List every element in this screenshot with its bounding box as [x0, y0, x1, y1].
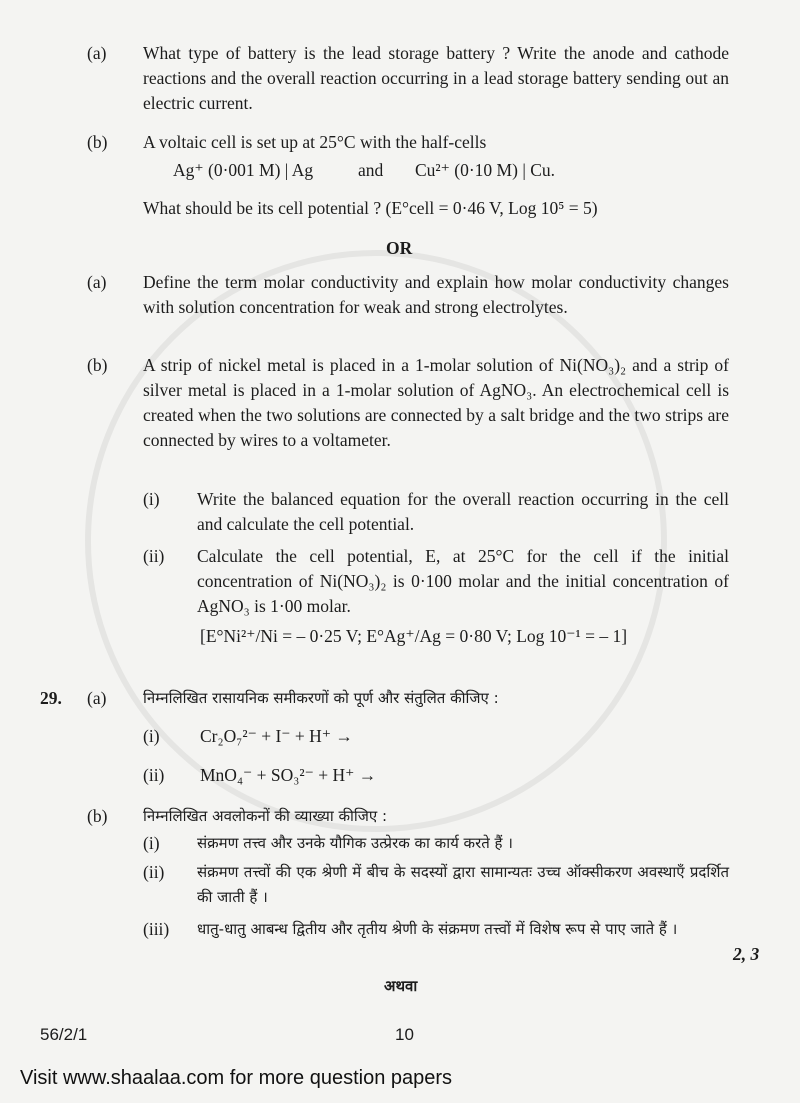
page-number: 10: [395, 1025, 414, 1044]
q28-b-label: (b): [87, 132, 108, 152]
q29-b-i-text: संक्रमण तत्त्व और उनके यौगिक उत्प्रेरक का कार्य करते हैं ।: [197, 834, 513, 852]
q28-or-a-label: (a): [87, 272, 107, 292]
q28-b-text: A voltaic cell is set up at 25°C with the half-cells: [143, 132, 487, 152]
paper-code: 56/2/1: [40, 1025, 88, 1044]
halfcell-2: Cu²⁺ (0·10 M) | Cu.: [415, 160, 555, 180]
q29-equation-2: MnO₄⁻ + SO₃²⁻ + H⁺ →: [200, 765, 377, 785]
watermark-seal: [85, 250, 667, 832]
q29-b-iii-label: (iii): [143, 919, 170, 939]
q29-b-label: (b): [87, 806, 108, 826]
q28-a-label: (a): [87, 43, 107, 63]
q29-b-i-label: (i): [143, 833, 160, 853]
q29-equation-1: Cr₂O₇²⁻ + I⁻ + H⁺ →: [200, 726, 353, 746]
q28-or-b-ii-text: Calculate the cell potential, E, at 25°C for the cell if the initial concentration of Ni(NO₃)₂ is 0·100 molar and the initial concentration of AgNO₃ is 1·00 molar.: [197, 546, 729, 616]
q29-a-ii-label: (ii): [143, 765, 165, 785]
q29-number: 29.: [40, 688, 62, 708]
q29-b-text: निम्नलिखित अवलोकनों की व्याख्या कीजिए :: [143, 807, 388, 825]
q29-b-iii-text: धातु-धातु आबन्ध द्वितीय और तृतीय श्रेणी के संक्रमण तत्त्वों में विशेष रूप से पाए जाते हैं ।: [197, 920, 678, 938]
q28-or-b-i-text: Write the balanced equation for the overall reaction occurring in the cell and calculate the cell potential.: [197, 489, 729, 534]
q29-marks: 2, 3: [733, 944, 760, 964]
athwa-separator: अथवा: [384, 977, 418, 995]
q28-or-b-text: A strip of nickel metal is placed in a 1-molar solution of Ni(NO₃)₂ and a strip of silver metal is placed in a 1-molar solution of AgNO₃. An electrochemical cell is created when the two solutions are connected by a salt bridge and the two strips are connected by wires to a voltameter.: [143, 355, 729, 450]
halfcell-1: Ag⁺ (0·001 M) | Ag: [173, 160, 314, 180]
q28-or-b-i-label: (i): [143, 489, 160, 509]
cell-potential-question: What should be its cell potential ? (E°cell = 0·46 V, Log 10⁵ = 5): [143, 198, 598, 218]
q28-a-text: What type of battery is the lead storage battery ? Write the anode and cathode reactions and the overall reaction occurring in a lead storage battery sending out an electric current.: [143, 43, 729, 113]
or-separator: OR: [386, 238, 413, 258]
electrode-potential-data: [E°Ni²⁺/Ni = – 0·25 V; E°Ag⁺/Ag = 0·80 V; Log 10⁻¹ = – 1]: [200, 626, 628, 646]
q29-a-label: (a): [87, 688, 107, 708]
q28-or-a-text: Define the term molar conductivity and explain how molar conductivity changes with solution concentration for weak and strong electrolytes.: [143, 272, 729, 317]
q28-or-b-ii-label: (ii): [143, 546, 165, 566]
visit-website-text: Visit www.shaalaa.com for more question papers: [20, 1067, 453, 1089]
q29-a-text: निम्नलिखित रासायनिक समीकरणों को पूर्ण और संतुलित कीजिए :: [143, 689, 499, 707]
q29-a-i-label: (i): [143, 726, 160, 746]
and-word: and: [358, 160, 384, 180]
q29-b-ii-label: (ii): [143, 862, 165, 882]
q29-b-ii-text: संक्रमण तत्त्वों की एक श्रेणी में बीच के सदस्यों द्वारा सामान्यतः उच्च ऑक्सीकरण अवस्थाएँ प्रदर्शित की जाती हैं ।: [197, 863, 729, 906]
q28-or-b-label: (b): [87, 355, 108, 375]
